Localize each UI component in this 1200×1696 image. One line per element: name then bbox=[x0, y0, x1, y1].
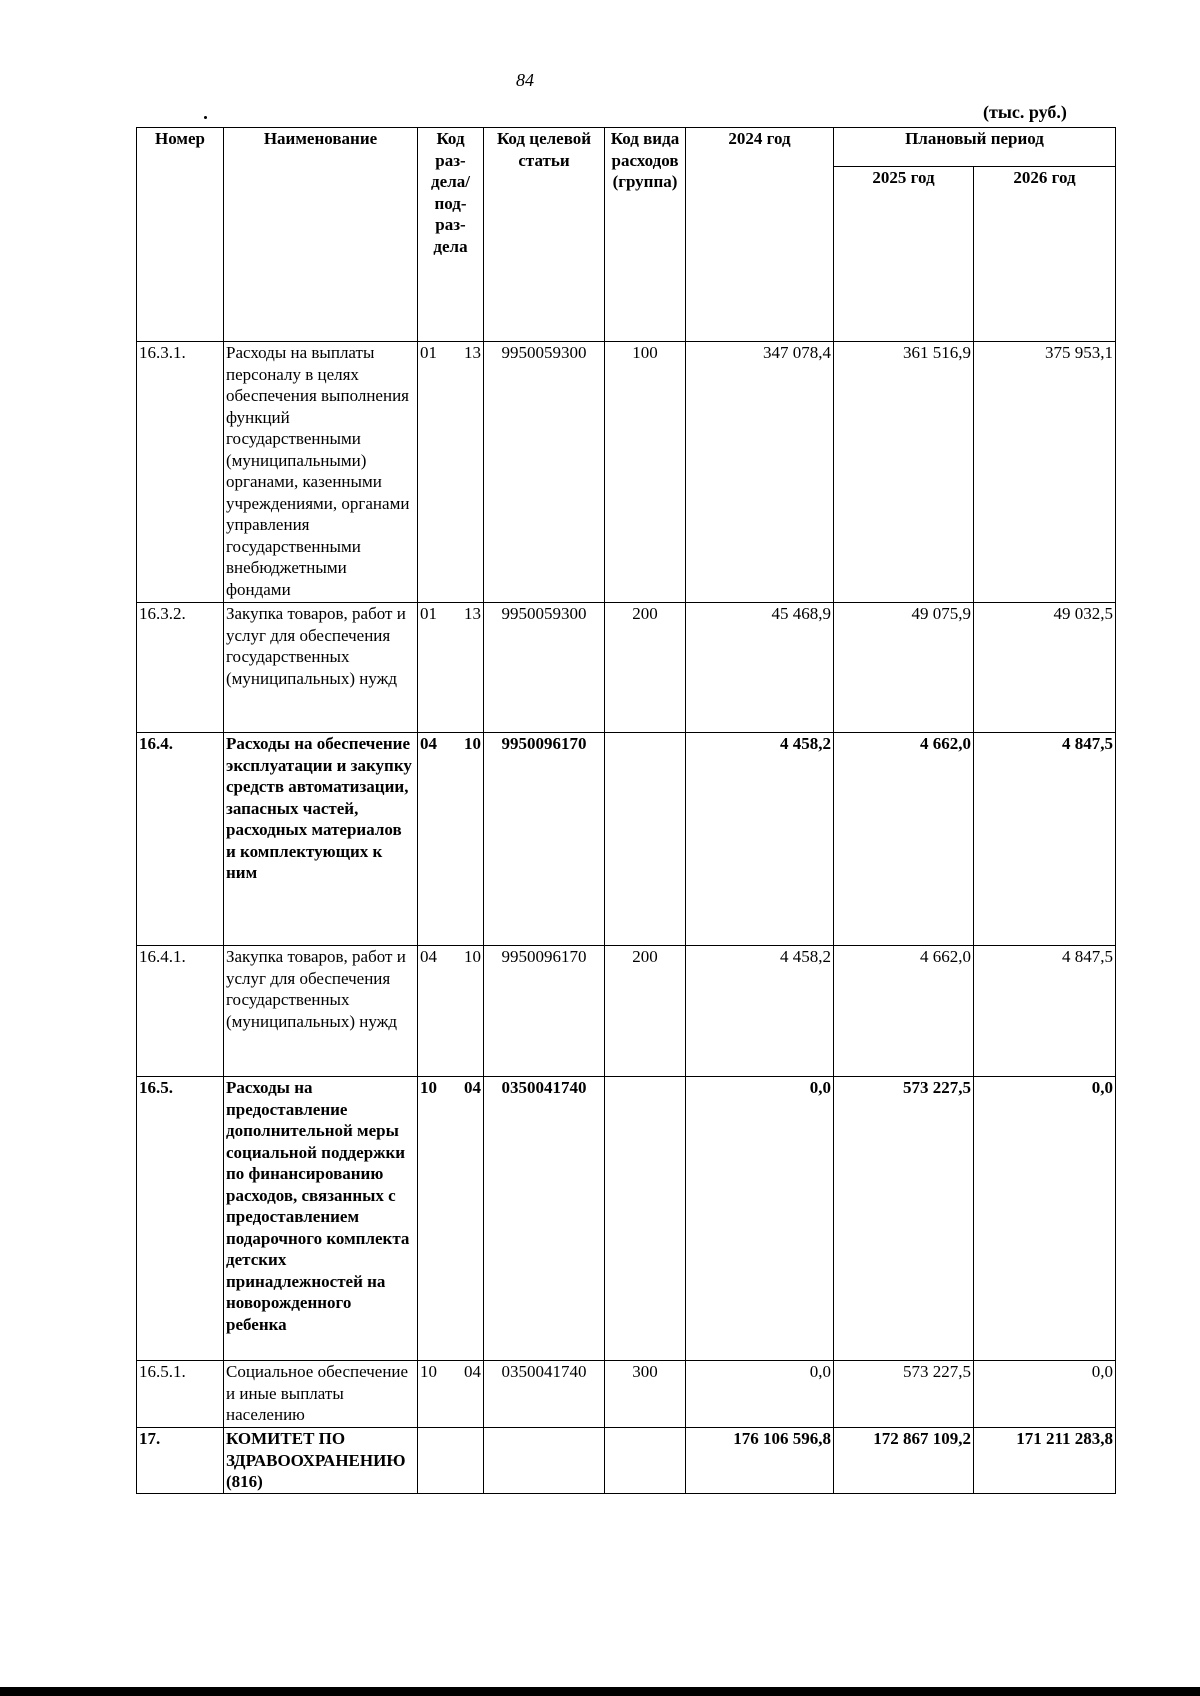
razdel-code: 10 bbox=[420, 1362, 437, 1381]
row-amount-2025: 4 662,0 bbox=[834, 733, 974, 946]
row-target-code: 9950096170 bbox=[484, 946, 605, 1077]
razdel-code: 10 bbox=[420, 1078, 437, 1097]
row-name: Закупка товаров, работ и услуг для обеспечения государственных (муниципальных) нужд bbox=[224, 946, 418, 1077]
units-label: (тыс. руб.) bbox=[983, 102, 1067, 122]
table-row bbox=[137, 733, 1116, 946]
row-amount-2026: 0,0 bbox=[974, 1077, 1116, 1361]
row-name: Социальное обеспечение и иные выплаты населению bbox=[224, 1361, 418, 1428]
row-name: Закупка товаров, работ и услуг для обеспечения государственных (муниципальных) нужд bbox=[224, 603, 418, 733]
header-2024: 2024 год bbox=[686, 128, 834, 342]
row-number: 16.4.1. bbox=[137, 946, 224, 1077]
row-name: КОМИТЕТ ПО ЗДРАВООХРАНЕНИЮ (816) bbox=[224, 1428, 418, 1494]
row-number: 16.3.2. bbox=[137, 603, 224, 733]
row-vid-code: 100 bbox=[605, 342, 686, 603]
row-target-code: 0350041740 bbox=[484, 1077, 605, 1361]
header-vid: Код вида расходов (группа) bbox=[605, 128, 686, 342]
table-row bbox=[137, 1428, 1116, 1494]
row-amount-2024: 0,0 bbox=[686, 1361, 834, 1428]
row-name: Расходы на выплаты персоналу в целях обеспечения выполнения функций государственными (муниципальными) органами, казенными учреждениями, органами управления государственными внебюджетными фондами bbox=[224, 342, 418, 603]
row-razdel bbox=[418, 603, 484, 733]
row-vid-code bbox=[605, 1428, 686, 1494]
row-amount-2026: 0,0 bbox=[974, 1361, 1116, 1428]
row-amount-2026: 375 953,1 bbox=[974, 342, 1116, 603]
row-target-code: 9950059300 bbox=[484, 342, 605, 603]
table-row bbox=[137, 342, 1116, 603]
table-row bbox=[137, 1077, 1116, 1361]
row-amount-2024: 176 106 596,8 bbox=[686, 1428, 834, 1494]
table-row bbox=[137, 1361, 1116, 1428]
podrazdel-code: 04 bbox=[464, 1078, 481, 1097]
row-vid-code: 200 bbox=[605, 603, 686, 733]
header-razdel: Код раз-дела/ под-раз-дела bbox=[418, 128, 484, 342]
header-name: Наименование bbox=[224, 128, 418, 342]
row-razdel bbox=[418, 342, 484, 603]
row-vid-code: 200 bbox=[605, 946, 686, 1077]
row-amount-2025: 573 227,5 bbox=[834, 1361, 974, 1428]
row-name: Расходы на предоставление дополнительной меры социальной поддержки по финансированию расходов, связанных с предоставлением подарочного комплекта детских принадлежностей на новорожденного ребенка bbox=[224, 1077, 418, 1361]
row-amount-2026: 4 847,5 bbox=[974, 946, 1116, 1077]
row-name: Расходы на обеспечение эксплуатации и закупку средств автоматизации, запасных частей, расходных материалов и комплектующих к ним bbox=[224, 733, 418, 946]
row-amount-2024: 4 458,2 bbox=[686, 946, 834, 1077]
row-vid-code bbox=[605, 1077, 686, 1361]
row-amount-2025: 573 227,5 bbox=[834, 1077, 974, 1361]
table-row bbox=[137, 603, 1116, 733]
row-number: 16.4. bbox=[137, 733, 224, 946]
row-razdel bbox=[418, 1077, 484, 1361]
row-amount-2025: 361 516,9 bbox=[834, 342, 974, 603]
header-row-top bbox=[137, 128, 1116, 167]
header-target: Код целевой статьи bbox=[484, 128, 605, 342]
table-row bbox=[137, 946, 1116, 1077]
row-number: 16.5.1. bbox=[137, 1361, 224, 1428]
header-2026: 2026 год bbox=[974, 166, 1116, 341]
row-amount-2025: 172 867 109,2 bbox=[834, 1428, 974, 1494]
row-number: 16.5. bbox=[137, 1077, 224, 1361]
row-amount-2024: 0,0 bbox=[686, 1077, 834, 1361]
row-razdel bbox=[418, 946, 484, 1077]
row-razdel bbox=[418, 1428, 484, 1494]
row-target-code: 9950096170 bbox=[484, 733, 605, 946]
row-razdel bbox=[418, 733, 484, 946]
row-amount-2026: 4 847,5 bbox=[974, 733, 1116, 946]
row-number: 17. bbox=[137, 1428, 224, 1494]
row-vid-code: 300 bbox=[605, 1361, 686, 1428]
row-target-code: 9950059300 bbox=[484, 603, 605, 733]
row-amount-2024: 4 458,2 bbox=[686, 733, 834, 946]
row-amount-2025: 4 662,0 bbox=[834, 946, 974, 1077]
row-razdel bbox=[418, 1361, 484, 1428]
row-vid-code bbox=[605, 733, 686, 946]
razdel-code: 04 bbox=[420, 734, 437, 753]
razdel-code: 01 bbox=[420, 343, 437, 362]
row-amount-2024: 45 468,9 bbox=[686, 603, 834, 733]
podrazdel-code: 13 bbox=[464, 604, 481, 623]
razdel-code: 01 bbox=[420, 604, 437, 623]
row-amount-2024: 347 078,4 bbox=[686, 342, 834, 603]
header-planned-period: Плановый период bbox=[834, 128, 1116, 167]
podrazdel-code: 04 bbox=[464, 1362, 481, 1381]
budget-table bbox=[136, 127, 1116, 1494]
podrazdel-code: 10 bbox=[464, 734, 481, 753]
podrazdel-code: 10 bbox=[464, 947, 481, 966]
scan-bottom-edge bbox=[0, 1687, 1200, 1696]
podrazdel-code: 13 bbox=[464, 343, 481, 362]
scan-speck bbox=[204, 116, 207, 119]
razdel-code: 04 bbox=[420, 947, 437, 966]
row-amount-2026: 49 032,5 bbox=[974, 603, 1116, 733]
header-2025: 2025 год bbox=[834, 166, 974, 341]
page-number: 84 bbox=[516, 70, 534, 90]
row-number: 16.3.1. bbox=[137, 342, 224, 603]
row-amount-2025: 49 075,9 bbox=[834, 603, 974, 733]
header-number: Номер bbox=[137, 128, 224, 342]
row-target-code: 0350041740 bbox=[484, 1361, 605, 1428]
row-target-code bbox=[484, 1428, 605, 1494]
row-amount-2026: 171 211 283,8 bbox=[974, 1428, 1116, 1494]
